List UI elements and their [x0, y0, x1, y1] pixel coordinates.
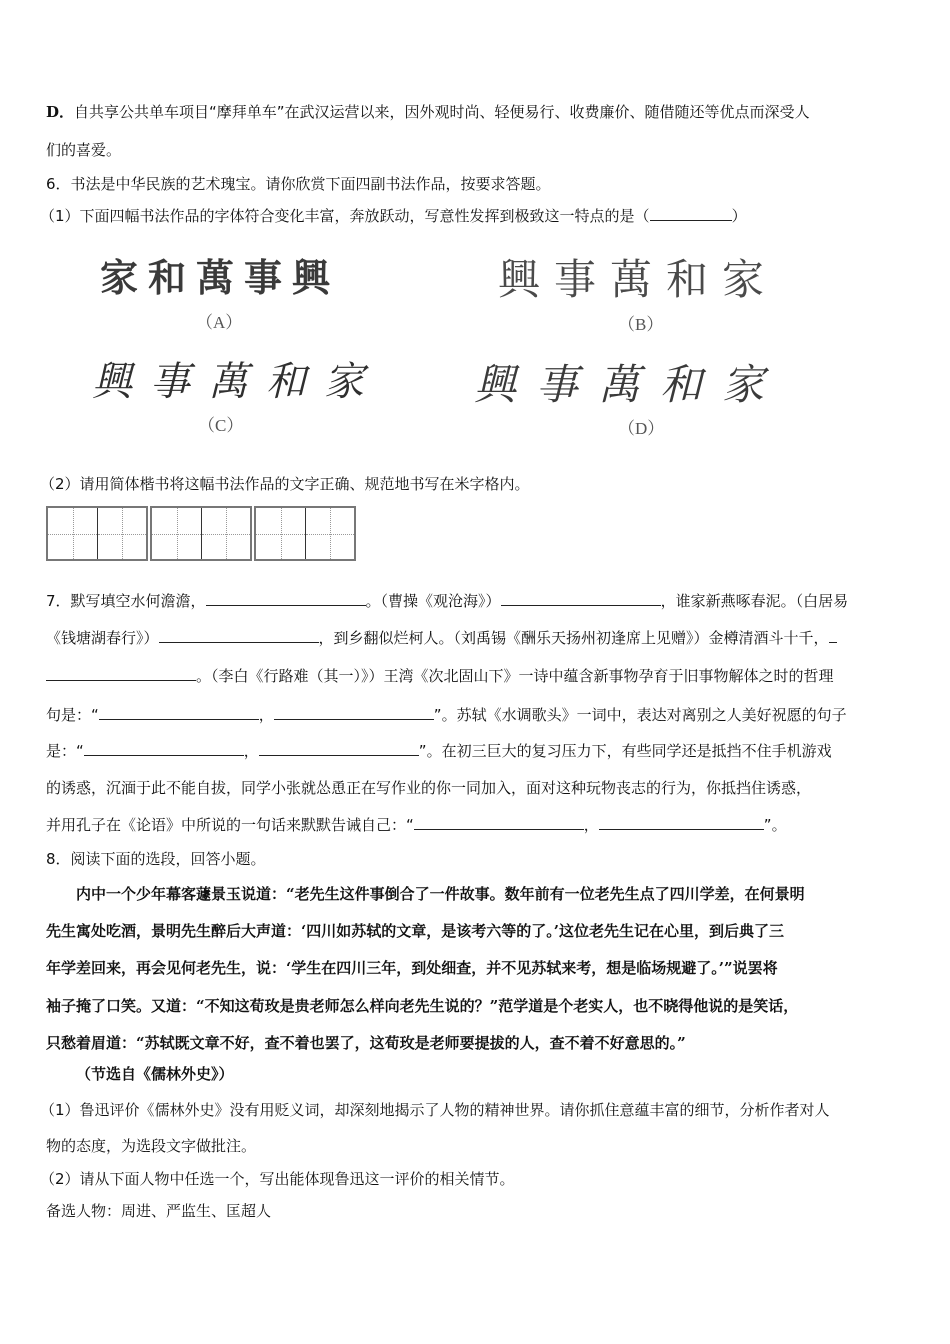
option-d-line2: 们的喜爱。	[46, 141, 122, 159]
q7-blank-7[interactable]	[84, 741, 244, 756]
q8-candidates: 备选人物：周进、严监生、匡超人	[46, 1202, 272, 1220]
q7-line6: 的诱惑，沉湎于此不能自拔，同学小张就怂恿正在写作业的你一同加入，面对这种玩物丧志的行为，你抵挡住诱惑，	[46, 779, 812, 797]
q7-text: ，	[583, 816, 599, 834]
q7-blank-9[interactable]	[414, 815, 584, 830]
calligraphy-d-label: （D）	[618, 419, 665, 438]
q7-blank-1[interactable]	[206, 591, 366, 606]
grid-cell[interactable]	[97, 508, 146, 559]
q8-passage-line: 内中一个少年幕客蘧景玉说道：“老先生这件事倒合了一件故事。数年前有一位老先生点了四川学差，在何景明	[76, 885, 805, 903]
q7-line7	[46, 815, 787, 835]
grid-cell[interactable]	[48, 508, 97, 559]
q7-line2	[46, 628, 837, 648]
q7-text: ，谁家新燕啄春泥。（白居易	[660, 592, 849, 610]
q7-blank-3[interactable]	[159, 628, 319, 643]
q8-passage-line: 只愁着眉道：“苏轼既文章不好，查不着也罢了，这荀玫是老师要提拔的人，查不着不好意思的。”	[46, 1034, 686, 1052]
calligraphy-b-label: （B）	[618, 315, 664, 334]
grid-box	[254, 506, 356, 561]
q7-text: 句是：“	[46, 706, 99, 724]
q7-line3	[46, 666, 834, 686]
option-d-line1	[46, 102, 810, 122]
grid-cell[interactable]	[201, 508, 250, 559]
q6-stem: 6．书法是中华民族的艺术瑰宝。请你欣赏下面四副书法作品，按要求答题。	[46, 175, 551, 193]
grid-box	[150, 506, 252, 561]
q7-text: ”。苏轼《水调歌头》一词中，表达对离别之人美好祝愿的句子	[433, 706, 847, 724]
q8-sub1-line2: 物的态度，为选段文字做批注。	[46, 1137, 257, 1155]
q8-passage-line: 年学差回来，再会见何老先生，说：‘学生在四川三年，到处细查，并不见苏轼来考，想是临场规避了。’”说罢将	[46, 959, 778, 977]
q7-blank-10[interactable]	[599, 815, 764, 830]
calligraphy-a-text: 家和萬事興	[100, 255, 341, 300]
q7-line1	[46, 591, 848, 611]
q7-blank-4[interactable]	[46, 666, 196, 681]
option-d-label: D．	[46, 103, 75, 121]
q7-text: 并用孔子在《论语》中所说的一句话来默默告诫自己：“	[46, 816, 414, 834]
q7-text: ”。在初三巨大的复习压力下，有些同学还是抵挡不住手机游戏	[418, 742, 832, 760]
q7-line4	[46, 705, 847, 725]
grid-cell[interactable]	[305, 508, 354, 559]
q7-blank-2[interactable]	[501, 591, 661, 606]
q7-text: 7．默写填空水何澹澹，	[46, 592, 206, 610]
q7-text: 《钱塘湖春行》）	[46, 629, 159, 647]
option-d-text: 自共享公共单车项目“摩拜单车”在武汉运营以来，因外观时尚、轻便易行、收费廉价、随借随还等优点而深受人	[74, 103, 810, 121]
q6-sub1-answer-blank[interactable]	[650, 206, 732, 221]
q6-sub1	[40, 206, 747, 226]
q6-sub1-text: （1）下面四幅书法作品的字体符合变化丰富，奔放跃动，写意性发挥到极致这一特点的是（	[40, 207, 650, 225]
q7-text: 。（曹操《观沧海》）	[365, 592, 501, 610]
q7-text: 是：“	[46, 742, 84, 760]
q7-line5	[46, 741, 832, 761]
q8-passage-line: 袖子掩了口笑。又道：“不知这荀玫是贵老师怎么样向老先生说的？”范学道是个老实人，也不晓得他说的是笑话，	[46, 997, 799, 1015]
q8-sub2: （2）请从下面人物中任选一个，写出能体现鲁迅这一评价的相关情节。	[40, 1170, 515, 1188]
q7-text: 。（李白《行路难（其一）》）王湾《次北固山下》一诗中蕴含新事物孕育于旧事物解体之时的哲理	[196, 667, 834, 685]
q7-blank-4-start[interactable]	[829, 628, 837, 643]
grid-cell[interactable]	[152, 508, 201, 559]
q7-text: ”。	[763, 816, 787, 834]
calligraphy-d-text: 興事萬和家	[474, 360, 785, 409]
q7-text: ，	[258, 706, 274, 724]
calligraphy-b-text: 興事萬和家	[498, 255, 779, 304]
q8-source: （节选自《儒林外史》）	[76, 1065, 234, 1083]
q6-sub2: （2）请用简体楷书将这幅书法作品的文字正确、规范地书写在米字格内。	[40, 475, 530, 493]
q7-text: ，	[243, 742, 259, 760]
q7-blank-8[interactable]	[259, 741, 419, 756]
calligraphy-c-text: 興事萬和家	[92, 359, 382, 405]
q7-blank-6[interactable]	[274, 705, 434, 720]
writing-grid	[46, 506, 356, 561]
q8-sub1-line1: （1）鲁迅评价《儒林外史》没有用贬义词，却深刻地揭示了人物的精神世界。请你抓住意蕴丰富的细节，分析作者对人	[40, 1101, 830, 1119]
q7-blank-5[interactable]	[99, 705, 259, 720]
grid-cell[interactable]	[256, 508, 305, 559]
calligraphy-c-label: （C）	[198, 416, 244, 435]
q7-text: ，到乡翻似烂柯人。（刘禹锡《酬乐天扬州初逢席上见赠》）金樽清酒斗十千，	[318, 629, 829, 647]
q8-passage-line: 先生寓处吃酒，景明先生醉后大声道：‘四川如苏轼的文章，是该考六等的了。’这位老先生记在心里，到后典了三	[46, 922, 784, 940]
grid-box	[46, 506, 148, 561]
calligraphy-a-label: （A）	[196, 313, 243, 332]
q6-sub1-close: ）	[731, 207, 747, 225]
q8-stem: 8．阅读下面的选段，回答小题。	[46, 850, 266, 868]
